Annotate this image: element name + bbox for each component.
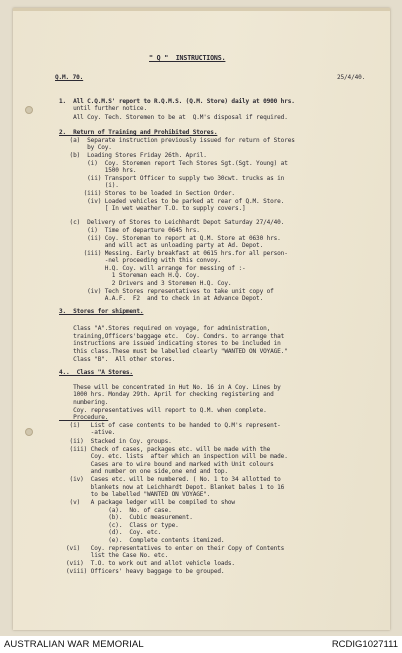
section-3-line: Class "A".Stores required on voyage, for administration, bbox=[59, 325, 271, 332]
section-4-heading: 4.. Class "A Stores. bbox=[59, 369, 133, 376]
procedure-item: (vi) Coy. representatives to enter on their Copy of Contents bbox=[59, 545, 285, 552]
section-2-line: (ii) Coy. Storeman to report at Q.M. Store at 0630 hrs. bbox=[59, 235, 281, 242]
section-2-line: (b) Loading Stores Friday 26th. April. bbox=[59, 152, 207, 159]
procedure-item: Cases are to wire bound and marked with Unit colours bbox=[59, 461, 274, 468]
section-1-line: 1. All C.Q.M.S' report to R.Q.M.S. (Q.M. Store) daily at 0900 hrs. bbox=[59, 98, 295, 105]
procedure-item: (v) A package ledger will be compiled to show bbox=[59, 499, 235, 506]
archive-source: AUSTRALIAN WAR MEMORIAL bbox=[4, 639, 144, 650]
section-4-line: Coy. representatives will report to Q.M. when complete. bbox=[59, 407, 267, 414]
section-2-line: (ii) Transport Officer to supply two 30cwt. trucks as in bbox=[59, 175, 285, 182]
punch-hole bbox=[25, 106, 33, 114]
section-2-line: (c) Delivery of Stores to Leichhardt Depot Saturday 27/4/40. bbox=[59, 219, 285, 226]
procedure-item: (iii) Check of cases, packages etc. will be made with the bbox=[59, 446, 271, 453]
procedure-item: (iv) Cases etc. will be numbered. ( No. 1 to 34 allotted to bbox=[59, 476, 281, 483]
archive-id: RCDIG1027111 bbox=[331, 639, 398, 650]
section-2-line: (iii) Stores to be loaded in Section Order. bbox=[59, 190, 235, 197]
procedure-item: list the Case No. etc. bbox=[59, 552, 169, 559]
archive-footer bbox=[0, 636, 402, 653]
section-4-line: 1000 hrs. Monday 29th. April for checking registering and bbox=[59, 391, 274, 398]
section-3-line: Class "B". All other stores. bbox=[59, 356, 176, 363]
section-2-line: by Coy. bbox=[59, 144, 112, 151]
procedure-item: (i) List of case contents to be handed to Q.M's represent- bbox=[59, 422, 281, 429]
section-2-heading: 2. Return of Training and Prohibited Stores. bbox=[59, 129, 218, 136]
section-3-heading: 3. Stores for shipment. bbox=[59, 308, 144, 315]
ledger-item: (b). Cubic measurement. bbox=[59, 514, 193, 521]
section-2-line: -nel proceeding with this convoy. bbox=[59, 257, 221, 264]
section-2-line: (iv) Tech Stores representatives to take unit copy of bbox=[59, 288, 274, 295]
procedure-heading: Procedure. bbox=[59, 414, 109, 421]
section-2-line: (i) Time of departure 0645 hrs. bbox=[59, 227, 200, 234]
section-2-line: (i) Coy. Storemen report Tech Stores Sgt.(Sgt. Young) at bbox=[59, 160, 288, 167]
section-1-line: All Coy. Tech. Storemen to be at Q.M's disposal if required. bbox=[59, 114, 288, 121]
section-4-line: numbering. bbox=[59, 399, 109, 406]
section-2-line: (a) Separate instruction previously issued for return of Stores bbox=[59, 137, 295, 144]
ledger-item: (d). Coy. etc. bbox=[59, 529, 162, 536]
procedure-item: and number on one side,one end and top. bbox=[59, 468, 228, 475]
procedure-item: (viii) Officers' heavy baggage to be grouped. bbox=[59, 568, 225, 575]
punch-hole bbox=[25, 428, 33, 436]
ledger-item: (c). Class or type. bbox=[59, 522, 179, 529]
section-2-line: (iii) Messing. Early breakfast at 0615 hrs.for all person- bbox=[59, 250, 288, 257]
section-2-line: A.A.F. F2 and to check in at Advance Depot. bbox=[59, 295, 264, 302]
document-date: 25/4/40. bbox=[337, 74, 366, 81]
section-3-line: training,Officers'baggage etc. Coy. Comdrs. to arrange that bbox=[59, 333, 285, 340]
section-1-line: until further notice. bbox=[59, 105, 147, 112]
procedure-item: blankets now at Leichhardt Depot. Blanket bales 1 to 16 bbox=[59, 484, 285, 491]
procedure-item: (vii) T.O. to work out and allot vehicle loads. bbox=[59, 560, 235, 567]
section-2-line: [ In wet weather T.O. to supply covers.] bbox=[59, 205, 246, 212]
section-4-line: These will be concentrated in Hut No. 16 in A Coy. Lines by bbox=[59, 384, 281, 391]
section-2-line: 1 Storeman each H.Q. Coy. bbox=[59, 272, 200, 279]
ledger-item: (a). No. of case. bbox=[59, 507, 172, 514]
procedure-item: -ative. bbox=[59, 429, 116, 436]
section-2-line: 1500 hrs. bbox=[59, 167, 137, 174]
procedure-item: to be labelled "WANTED ON VOYAGE". bbox=[59, 491, 211, 498]
paper-edge bbox=[13, 8, 390, 11]
section-3-line: instructions are issued indicating stores to be included in bbox=[59, 340, 281, 347]
document-page bbox=[13, 8, 390, 630]
procedure-item: (ii) Stacked in Coy. groups. bbox=[59, 438, 172, 445]
document-reference: Q.M. 70. bbox=[55, 74, 84, 81]
section-2-line: (iv) Loaded vehicles to be parked at rear of Q.M. Store. bbox=[59, 198, 285, 205]
section-3-line: this class.These must be labelled clearly "WANTED ON VOYAGE." bbox=[59, 348, 288, 355]
document-title: " Q " INSTRUCTIONS. bbox=[149, 54, 226, 62]
section-2-line: H.Q. Coy. will arrange for messing of :- bbox=[59, 265, 246, 272]
section-2-line: 2 Drivers and 3 Storemen H.Q. Coy. bbox=[59, 280, 232, 287]
procedure-item: Coy. etc. lists after which an inspection will be made. bbox=[59, 453, 288, 460]
section-2-line: (i). bbox=[59, 182, 119, 189]
section-2-line: and will act as unloading party at Ad. Depot. bbox=[59, 242, 264, 249]
ledger-item: (e). Complete contents itemized. bbox=[59, 537, 225, 544]
